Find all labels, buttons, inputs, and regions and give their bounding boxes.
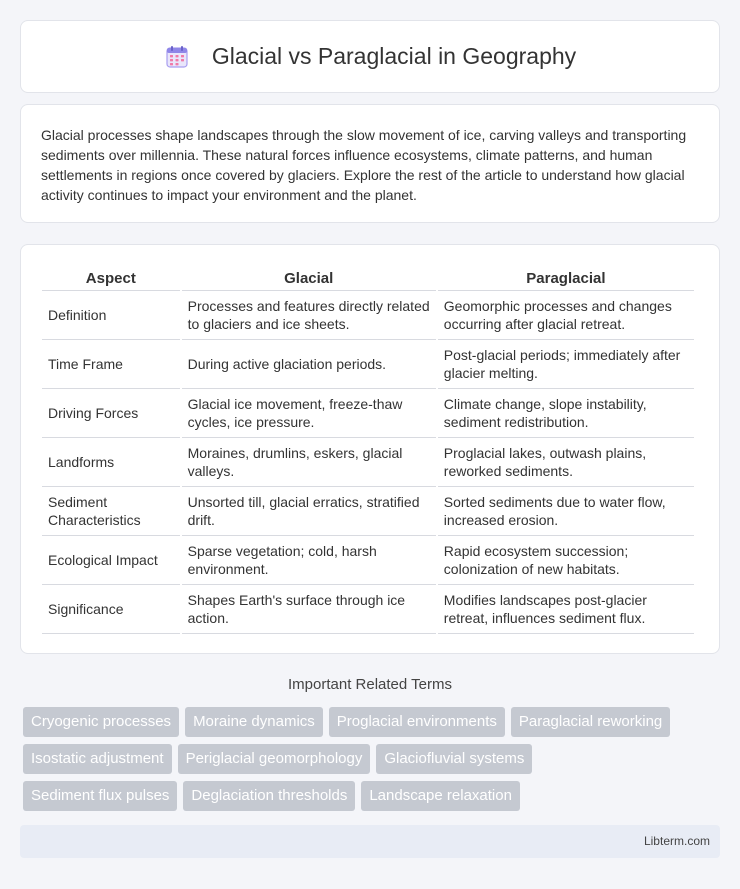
glacial-cell: Glacial ice movement, freeze-thaw cycles, ice pressure. xyxy=(182,389,436,438)
aspect-cell: Time Frame xyxy=(42,340,180,389)
header-aspect: Aspect xyxy=(42,267,180,291)
related-term-tag[interactable]: Deglaciation thresholds xyxy=(183,781,355,811)
tag-row xyxy=(23,744,723,774)
table-row xyxy=(42,389,694,438)
aspect-cell: Driving Forces xyxy=(42,389,180,438)
table-row xyxy=(42,487,694,536)
glacial-cell: During active glaciation periods. xyxy=(182,340,436,389)
table-header-row xyxy=(42,267,694,291)
aspect-cell: Significance xyxy=(42,585,180,634)
table-row xyxy=(42,438,694,487)
comparison-table xyxy=(40,267,696,634)
paraglacial-cell: Sorted sediments due to water flow, increased erosion. xyxy=(438,487,694,536)
table-row xyxy=(42,291,694,340)
footer xyxy=(20,825,720,858)
related-term-tag[interactable]: Sediment flux pulses xyxy=(23,781,177,811)
tag-row xyxy=(23,781,723,811)
glacial-cell: Moraines, drumlins, eskers, glacial valleys. xyxy=(182,438,436,487)
related-terms-title: Important Related Terms xyxy=(288,676,452,693)
paraglacial-cell: Geomorphic processes and changes occurring after glacial retreat. xyxy=(438,291,694,340)
aspect-cell: Sediment Characteristics xyxy=(42,487,180,536)
related-term-tag[interactable]: Paraglacial reworking xyxy=(511,707,670,737)
related-term-tag[interactable]: Isostatic adjustment xyxy=(23,744,172,774)
header-glacial: Glacial xyxy=(182,267,436,291)
glacial-cell: Unsorted till, glacial erratics, stratified drift. xyxy=(182,487,436,536)
related-term-tag[interactable]: Moraine dynamics xyxy=(185,707,323,737)
calendar-icon xyxy=(164,44,190,70)
paraglacial-cell: Post-glacial periods; immediately after glacier melting. xyxy=(438,340,694,389)
paraglacial-cell: Rapid ecosystem succession; colonization of new habitats. xyxy=(438,536,694,585)
header-card xyxy=(20,20,720,93)
paraglacial-cell: Proglacial lakes, outwash plains, reworked sediments. xyxy=(438,438,694,487)
header-inner xyxy=(164,43,576,70)
paraglacial-cell: Climate change, slope instability, sediment redistribution. xyxy=(438,389,694,438)
related-terms-list xyxy=(23,707,723,818)
page-title: Glacial vs Paraglacial in Geography xyxy=(211,43,577,69)
related-term-tag[interactable]: Cryogenic processes xyxy=(23,707,179,737)
table-row xyxy=(42,536,694,585)
related-term-tag[interactable]: Proglacial environments xyxy=(329,707,505,737)
paraglacial-cell: Modifies landscapes post-glacier retreat, influences sediment flux. xyxy=(438,585,694,634)
aspect-cell: Ecological Impact xyxy=(42,536,180,585)
table-row xyxy=(42,585,694,634)
glacial-cell: Sparse vegetation; cold, harsh environment. xyxy=(182,536,436,585)
header-paraglacial: Paraglacial xyxy=(438,267,694,291)
tag-row xyxy=(23,707,723,737)
glacial-cell: Shapes Earth's surface through ice action. xyxy=(182,585,436,634)
comparison-table-card xyxy=(20,244,720,654)
related-term-tag[interactable]: Periglacial geomorphology xyxy=(178,744,371,774)
intro-text: Glacial processes shape landscapes through the slow movement of ice, carving valleys and transporting sediments over millennia. These natural forces influence ecosystems, climate patterns, and human settlements in regions once covered by glaciers. Explore the rest of the article to understand how glacial activity continues to impact your environment and the planet. xyxy=(41,127,687,203)
related-term-tag[interactable]: Glaciofluvial systems xyxy=(376,744,532,774)
related-term-tag[interactable]: Landscape relaxation xyxy=(361,781,520,811)
table-row xyxy=(42,340,694,389)
aspect-cell: Landforms xyxy=(42,438,180,487)
intro-card xyxy=(20,104,720,223)
glacial-cell: Processes and features directly related to glaciers and ice sheets. xyxy=(182,291,436,340)
aspect-cell: Definition xyxy=(42,291,180,340)
footer-site-link[interactable]: Libterm.com xyxy=(643,834,710,848)
